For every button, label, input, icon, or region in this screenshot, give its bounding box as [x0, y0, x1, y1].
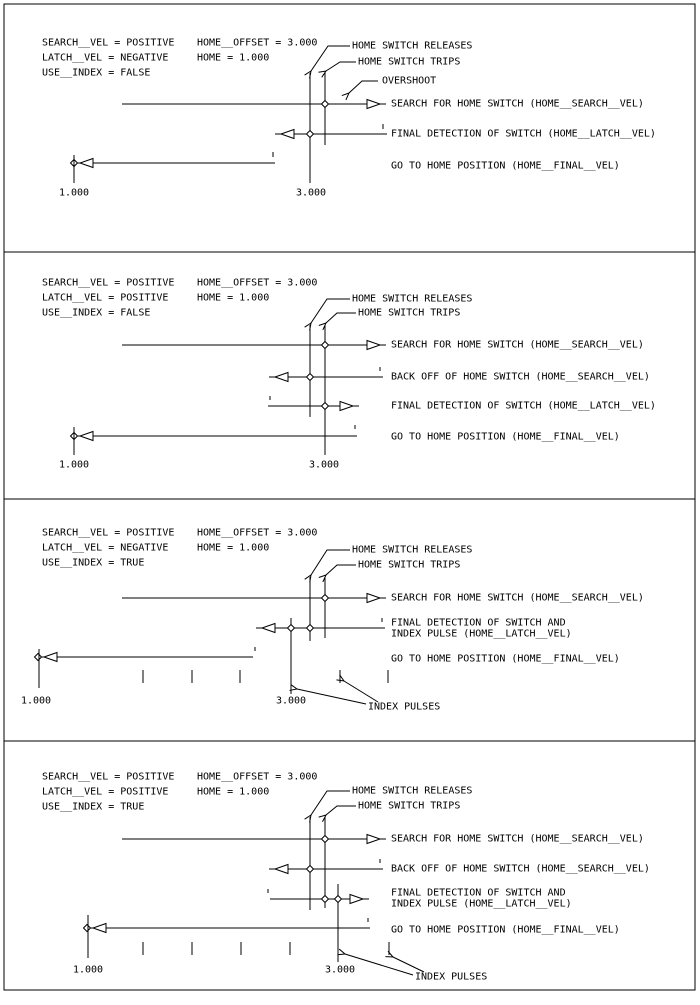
right-arrow-icon: [350, 895, 369, 904]
step-label-backoff: BACK OFF OF HOME SWITCH (HOME__SEARCH__VEL): [391, 371, 650, 383]
left-arrow-icon: [269, 865, 288, 874]
index-pulses-arrow: [345, 954, 413, 975]
callout-overshoot: OVERSHOOT: [382, 75, 437, 87]
param-latch-vel: LATCH__VEL = NEGATIVE: [42, 542, 169, 554]
param-use-index: USE__INDEX = TRUE: [42, 801, 145, 813]
step-label-gohome: GO TO HOME POSITION (HOME__FINAL__VEL): [391, 924, 620, 936]
index-pulses-label: INDEX PULSES: [415, 971, 488, 983]
diamond-marker: [307, 866, 314, 873]
axis-label-offset: 3.000: [308, 459, 340, 471]
axis-label-home: 1.000: [72, 964, 104, 976]
index-pulses-arrow: [297, 689, 366, 704]
panel-2: [4, 252, 695, 499]
callout-home-switch-trips: HOME SWITCH TRIPS: [358, 56, 461, 68]
diamond-marker: [335, 896, 342, 903]
axis-label-offset: 3.000: [324, 964, 356, 976]
leader-trips: [326, 62, 356, 71]
param-home-offset: HOME__OFFSET = 3.000: [197, 277, 318, 289]
diamond-marker: [307, 625, 314, 632]
step-label-search: SEARCH FOR HOME SWITCH (HOME__SEARCH__VEL): [391, 339, 644, 351]
step-label-final-line2: INDEX PULSE (HOME__LATCH__VEL): [391, 898, 572, 910]
callout-home-switch-trips: HOME SWITCH TRIPS: [358, 559, 461, 571]
diamond-marker: [307, 374, 314, 381]
panel-3: [4, 499, 695, 741]
leader-releases: [311, 46, 350, 71]
leader-trips: [326, 806, 356, 815]
leader-trips: [326, 565, 356, 575]
step-label-gohome: GO TO HOME POSITION (HOME__FINAL__VEL): [391, 431, 620, 443]
step-label-final: FINAL DETECTION OF SWITCH (HOME__LATCH__VEL): [391, 400, 656, 412]
param-home-offset: HOME__OFFSET = 3.000: [197, 37, 318, 49]
diamond-marker: [322, 101, 329, 108]
param-home: HOME = 1.000: [197, 786, 270, 798]
param-search-vel: SEARCH__VEL = POSITIVE: [42, 771, 175, 783]
param-use-index: USE__INDEX = FALSE: [42, 307, 151, 319]
axis-label-offset: 3.000: [295, 187, 327, 199]
callout-home-switch-releases: HOME SWITCH RELEASES: [352, 40, 473, 52]
param-search-vel: SEARCH__VEL = POSITIVE: [42, 37, 175, 49]
step-label-search: SEARCH FOR HOME SWITCH (HOME__SEARCH__VEL): [391, 98, 644, 110]
right-arrow-icon: [367, 100, 386, 109]
panel-1: [4, 4, 695, 252]
param-latch-vel: LATCH__VEL = POSITIVE: [42, 292, 169, 304]
diamond-marker: [322, 896, 329, 903]
diamond-marker: [322, 403, 329, 410]
right-arrow-icon: [367, 835, 386, 844]
left-arrow-icon: [256, 624, 275, 633]
right-arrow-icon: [367, 341, 386, 350]
leader-overshoot: [349, 81, 378, 93]
param-search-vel: SEARCH__VEL = POSITIVE: [42, 277, 175, 289]
left-arrow-icon: [275, 130, 294, 139]
step-label-backoff: BACK OFF OF HOME SWITCH (HOME__SEARCH__VEL): [391, 863, 650, 875]
diamond-marker: [35, 654, 42, 661]
index-pulses-label: INDEX PULSES: [368, 701, 441, 713]
callout-home-switch-trips: HOME SWITCH TRIPS: [358, 800, 461, 812]
param-use-index: USE__INDEX = FALSE: [42, 67, 151, 79]
param-latch-vel: LATCH__VEL = NEGATIVE: [42, 52, 169, 64]
callout-home-switch-releases: HOME SWITCH RELEASES: [352, 785, 473, 797]
right-arrow-icon: [340, 402, 359, 411]
diamond-marker: [84, 925, 91, 932]
leader-trips: [326, 313, 356, 323]
left-arrow-icon: [269, 373, 288, 382]
right-arrow-icon: [367, 594, 386, 603]
index-pulses-arrow: [344, 681, 378, 702]
axis-label-offset: 3.000: [275, 695, 307, 707]
param-home-offset: HOME__OFFSET = 3.000: [197, 527, 318, 539]
diamond-marker: [288, 625, 295, 632]
param-home: HOME = 1.000: [197, 292, 270, 304]
param-home-offset: HOME__OFFSET = 3.000: [197, 771, 318, 783]
diamond-marker: [307, 131, 314, 138]
callout-home-switch-releases: HOME SWITCH RELEASES: [352, 293, 473, 305]
step-label-final: FINAL DETECTION OF SWITCH (HOME__LATCH__VEL): [391, 128, 656, 140]
step-label-final-line1: FINAL DETECTION OF SWITCH AND: [391, 617, 566, 629]
diamond-marker: [322, 836, 329, 843]
axis-label-home: 1.000: [20, 695, 52, 707]
param-latch-vel: LATCH__VEL = POSITIVE: [42, 786, 169, 798]
axis-label-home: 1.000: [58, 187, 90, 199]
param-home: HOME = 1.000: [197, 542, 270, 554]
step-label-final-line1: FINAL DETECTION OF SWITCH AND: [391, 887, 566, 899]
param-search-vel: SEARCH__VEL = POSITIVE: [42, 527, 175, 539]
param-home: HOME = 1.000: [197, 52, 270, 64]
step-label-search: SEARCH FOR HOME SWITCH (HOME__SEARCH__VEL): [391, 833, 644, 845]
callout-home-switch-trips: HOME SWITCH TRIPS: [358, 307, 461, 319]
step-label-search: SEARCH FOR HOME SWITCH (HOME__SEARCH__VEL): [391, 592, 644, 604]
diamond-marker: [322, 595, 329, 602]
step-label-gohome: GO TO HOME POSITION (HOME__FINAL__VEL): [391, 160, 620, 172]
axis-label-home: 1.000: [58, 459, 90, 471]
step-label-gohome: GO TO HOME POSITION (HOME__FINAL__VEL): [391, 653, 620, 665]
param-use-index: USE__INDEX = TRUE: [42, 557, 145, 569]
callout-home-switch-releases: HOME SWITCH RELEASES: [352, 544, 473, 556]
diamond-marker: [322, 342, 329, 349]
step-label-final-line2: INDEX PULSE (HOME__LATCH__VEL): [391, 628, 572, 640]
panel-4: [4, 741, 695, 990]
